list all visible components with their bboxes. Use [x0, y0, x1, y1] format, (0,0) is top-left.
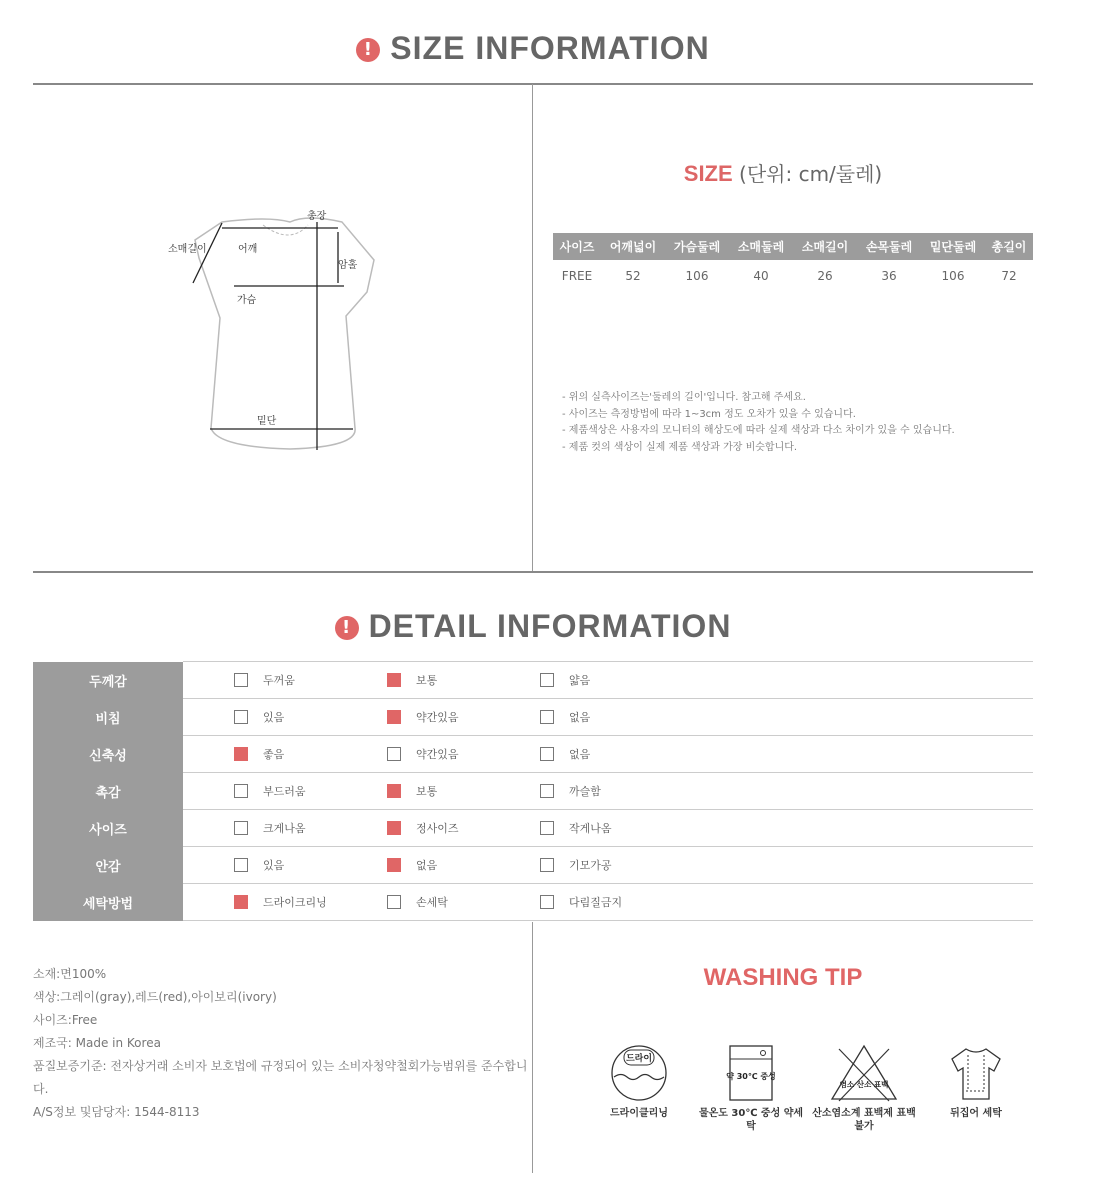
- wash-caption-dry-clean: 드라이클리닝: [610, 1108, 668, 1119]
- unchecked-box-icon: [234, 784, 248, 798]
- detail-row-label: 안감: [33, 847, 183, 884]
- divider-size-bottom: [33, 571, 1033, 573]
- dry-clean-icon-text: 드라이: [625, 1054, 653, 1064]
- detail-information-title: [33, 608, 1033, 645]
- inside-out-icon: [946, 1043, 1006, 1103]
- size-table-row: [553, 260, 1033, 292]
- size-information-title: [33, 30, 1033, 67]
- detail-row: [33, 810, 1033, 847]
- unchecked-box-icon: [234, 821, 248, 835]
- wash-item-dry-clean: [584, 1043, 694, 1120]
- label-hem: 밑단: [257, 416, 277, 427]
- detail-option: [540, 894, 693, 910]
- wash-item-no-bleach: [809, 1043, 919, 1133]
- detail-option-label: 좋음: [263, 748, 285, 761]
- size-table-body: [553, 260, 1033, 292]
- unchecked-box-icon: [540, 821, 554, 835]
- checked-box-icon: [234, 747, 248, 761]
- divider-vertical-detail: [532, 922, 533, 1173]
- checked-box-icon: [387, 858, 401, 872]
- detail-row-label: 촉감: [33, 773, 183, 810]
- size-heading-red: SIZE: [683, 161, 733, 186]
- detail-option: [234, 709, 387, 725]
- detail-row: [33, 847, 1033, 884]
- detail-option: [234, 783, 387, 799]
- detail-option: [540, 746, 693, 762]
- checked-box-icon: [387, 710, 401, 724]
- checked-box-icon: [387, 673, 401, 687]
- size-cell: 72: [1001, 269, 1017, 283]
- alert-icon: !: [335, 616, 359, 640]
- wash-caption-inside-out: 뒤집어 세탁: [950, 1108, 1002, 1119]
- label-sleeve-length: 소매길이: [168, 244, 207, 255]
- detail-option-label: 다림질금지: [569, 896, 623, 909]
- no-bleach-icon-text: 염소 산소 표백: [839, 1080, 889, 1089]
- detail-option: [234, 857, 387, 873]
- size-column-header: 소매길이: [793, 233, 857, 260]
- detail-option: [540, 857, 693, 873]
- detail-option-label: 손세탁: [416, 896, 448, 909]
- detail-row-label: 두께감: [33, 662, 183, 699]
- detail-option: [540, 672, 693, 688]
- detail-option-label: 크게나옴: [263, 822, 306, 835]
- detail-option: [387, 820, 540, 836]
- size-column-header: 사이즈: [553, 233, 601, 260]
- size-note: - 위의 실측사이즈는'둘레의 길이'입니다. 참고해 주세요.: [562, 392, 806, 403]
- size-cell: 36: [881, 269, 897, 283]
- detail-row: [33, 736, 1033, 773]
- wash-item-water-temp: [696, 1043, 806, 1133]
- unchecked-box-icon: [540, 710, 554, 724]
- detail-option: [387, 783, 540, 799]
- detail-option-label: 기모가공: [569, 859, 612, 872]
- wash-item-inside-out: [921, 1043, 1031, 1120]
- label-total-length: 총장: [307, 211, 327, 222]
- material-line: 소재:면100%: [33, 967, 107, 981]
- detail-option-label: 보통: [416, 785, 438, 798]
- checked-box-icon: [387, 821, 401, 835]
- size-column-header: 밑단둘레: [921, 233, 985, 260]
- detail-row: [33, 699, 1033, 736]
- divider-top: [33, 83, 1033, 85]
- size-cell: 40: [753, 269, 769, 283]
- detail-option-label: 드라이크리닝: [263, 896, 327, 909]
- unchecked-box-icon: [540, 784, 554, 798]
- material-line: 사이즈:Free: [33, 1013, 98, 1027]
- detail-row-label: 세탁방법: [33, 884, 183, 921]
- detail-option: [234, 820, 387, 836]
- detail-option-label: 보통: [416, 674, 438, 687]
- dry-clean-icon: [609, 1043, 669, 1103]
- size-notes: [562, 390, 955, 456]
- size-column-header: 소매둘레: [729, 233, 793, 260]
- detail-option-label: 작게나옴: [569, 822, 612, 835]
- unchecked-box-icon: [540, 858, 554, 872]
- unchecked-box-icon: [234, 673, 248, 687]
- detail-option: [387, 857, 540, 873]
- shirt-measure-diagram: [150, 200, 400, 460]
- size-information-title-text: SIZE INFORMATION: [390, 30, 710, 66]
- detail-option-label: 있음: [263, 859, 285, 872]
- no-bleach-icon: [829, 1043, 899, 1103]
- detail-option-label: 없음: [569, 748, 591, 761]
- size-cell: 106: [685, 269, 709, 283]
- detail-option-label: 없음: [569, 711, 591, 724]
- label-armhole: 암홀: [338, 260, 358, 271]
- detail-row: [33, 773, 1033, 810]
- unchecked-box-icon: [387, 895, 401, 909]
- size-cell: 52: [625, 269, 641, 283]
- material-line: 색상:그레이(gray),레드(red),아이보리(ivory): [33, 990, 277, 1004]
- label-shoulder: 어깨: [238, 244, 258, 255]
- alert-icon: !: [356, 38, 380, 62]
- checked-box-icon: [387, 784, 401, 798]
- unchecked-box-icon: [234, 858, 248, 872]
- detail-option-label: 두꺼움: [263, 674, 295, 687]
- size-column-header: 손목둘레: [857, 233, 921, 260]
- size-note: - 사이즈는 측정방법에 따라 1~3cm 정도 오차가 있을 수 있습니다.: [562, 408, 856, 420]
- size-table-header: [553, 233, 1033, 260]
- detail-option: [540, 783, 693, 799]
- water-temp-icon-text: 약 30℃ 중성: [726, 1072, 776, 1081]
- unchecked-box-icon: [234, 710, 248, 724]
- wash-caption-no-bleach: 산소염소계 표백제 표백 불가: [812, 1108, 916, 1132]
- detail-option: [540, 820, 693, 836]
- unchecked-box-icon: [540, 747, 554, 761]
- detail-option-label: 얇음: [569, 674, 591, 687]
- unchecked-box-icon: [540, 673, 554, 687]
- detail-option-label: 약간있음: [416, 748, 459, 761]
- detail-option: [387, 894, 540, 910]
- detail-option: [234, 672, 387, 688]
- checked-box-icon: [234, 895, 248, 909]
- unchecked-box-icon: [540, 895, 554, 909]
- detail-row-label: 신축성: [33, 736, 183, 773]
- size-heading: [533, 158, 1033, 187]
- detail-option: [540, 709, 693, 725]
- size-heading-unit: (단위: cm/둘레): [732, 162, 883, 186]
- detail-option-label: 까슬함: [569, 785, 601, 798]
- detail-option-label: 있음: [263, 711, 285, 724]
- detail-table: [33, 661, 1033, 921]
- detail-option: [387, 746, 540, 762]
- detail-option: [387, 672, 540, 688]
- size-table: [553, 233, 1033, 292]
- size-cell: 106: [941, 269, 965, 283]
- detail-option-label: 없음: [416, 859, 438, 872]
- detail-row: [33, 884, 1033, 921]
- detail-row-label: 사이즈: [33, 810, 183, 847]
- size-column-header: 어깨넓이: [601, 233, 665, 260]
- size-column-header: 총길이: [985, 233, 1033, 260]
- unchecked-box-icon: [387, 747, 401, 761]
- detail-option: [387, 709, 540, 725]
- material-info: [33, 963, 528, 1124]
- washing-tip-title: WASHING TIP: [703, 964, 863, 991]
- water-temp-icon: [721, 1043, 781, 1103]
- label-chest: 가슴: [237, 295, 257, 306]
- detail-row-label: 비침: [33, 699, 183, 736]
- size-note: - 제품 컷의 색상이 실제 제품 색상과 가장 비슷합니다.: [562, 441, 798, 453]
- detail-option: [234, 746, 387, 762]
- detail-option-label: 부드러움: [263, 785, 306, 798]
- detail-option-label: 정사이즈: [416, 822, 459, 835]
- size-cell: 26: [817, 269, 833, 283]
- detail-option-label: 약간있음: [416, 711, 459, 724]
- size-note: - 제품색상은 사용자의 모니터의 해상도에 따라 실제 색상과 다소 차이가 있을 수 있습니다.: [562, 425, 955, 436]
- size-column-header: 가슴둘레: [665, 233, 729, 260]
- material-line: 품질보증기준: 전자상거래 소비자 보호법에 규정되어 있는 소비자청약철회가능범위를 준수합니다.: [33, 1059, 528, 1096]
- wash-caption-water-temp: 물온도 30℃ 중성 약세탁: [698, 1108, 804, 1132]
- detail-information-title-text: DETAIL INFORMATION: [368, 608, 732, 644]
- size-cell: FREE: [561, 269, 593, 283]
- material-line: A/S정보 및담당자: 1544-8113: [33, 1105, 200, 1119]
- detail-row: [33, 662, 1033, 699]
- material-line: 제조국: Made in Korea: [33, 1036, 161, 1050]
- detail-option: [234, 894, 387, 910]
